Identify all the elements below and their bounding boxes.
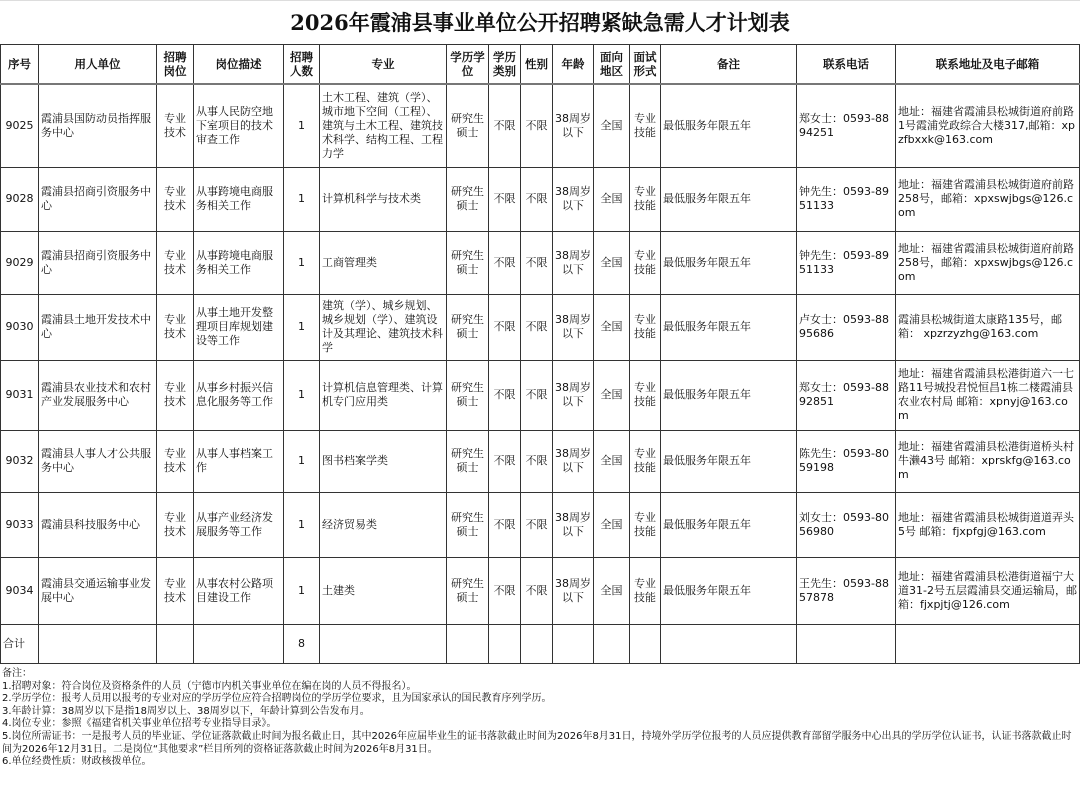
cell-degree-type: 不限: [489, 430, 521, 492]
cell-gender: 不限: [521, 167, 553, 231]
cell-degree: 研究生硕士: [447, 360, 489, 430]
cell-id: 9025: [1, 84, 39, 167]
note-item: 1.招聘对象：符合岗位及资格条件的人员（宁德市内机关事业单位在编在岗的人员不得报名）。: [2, 680, 417, 692]
notes-section: [2, 668, 1078, 769]
cell-position: 专业技术: [157, 492, 194, 557]
cell-count: 1: [284, 231, 320, 294]
cell-address: 地址：福建省霞浦县松港街道桥头村牛濑43号 邮箱：xprskfg@163.com: [896, 430, 1080, 492]
cell-position: 专业技术: [157, 231, 194, 294]
cell-id: 9033: [1, 492, 39, 557]
cell-degree-type: 不限: [489, 84, 521, 167]
table-row: [1, 557, 1080, 624]
cell-count: 1: [284, 84, 320, 167]
cell-gender: 不限: [521, 492, 553, 557]
cell-phone: 钟先生：0593-8951133: [797, 231, 896, 294]
table-row: [1, 231, 1080, 294]
cell-position: 专业技术: [157, 167, 194, 231]
cell-region: 全国: [594, 492, 630, 557]
cell-degree-type: 不限: [489, 557, 521, 624]
cell-count: 1: [284, 557, 320, 624]
cell-unit: 霞浦县人事人才公共服务中心: [39, 430, 157, 492]
cell-interview: 专业技能: [630, 430, 661, 492]
cell-phone: 卢女士：0593-8895686: [797, 294, 896, 360]
header-cell-interview: 面试形式: [630, 45, 661, 85]
cell-phone: 郑女士：0593-8894251: [797, 84, 896, 167]
cell-unit: 霞浦县招商引资服务中心: [39, 231, 157, 294]
empty-cell: [521, 624, 553, 663]
cell-description: 从事产业经济发展服务等工作: [194, 492, 284, 557]
note-item: 2.学历学位：报考人员用以报考的专业对应的学历学位应符合招聘岗位的学历学位要求，且为国家承认的国民教育序列学历。: [2, 693, 552, 705]
cell-position: 专业技术: [157, 430, 194, 492]
empty-cell: [661, 624, 797, 663]
cell-id: 9030: [1, 294, 39, 360]
cell-gender: 不限: [521, 231, 553, 294]
table-row: [1, 294, 1080, 360]
cell-age: 38周岁以下: [553, 557, 594, 624]
cell-address: 地址：福建省霞浦县松城街道府前路258号，邮箱：xpxswjbgs@126.com: [896, 167, 1080, 231]
cell-address: 霞浦县松城街道太康路135号，邮箱： xpzrzyzhg@163.com: [896, 294, 1080, 360]
cell-major: 工商管理类: [320, 231, 447, 294]
cell-degree: 研究生硕士: [447, 430, 489, 492]
cell-phone: 钟先生：0593-8951133: [797, 167, 896, 231]
cell-count: 1: [284, 167, 320, 231]
cell-id: 9034: [1, 557, 39, 624]
cell-address: 地址：福建省霞浦县松港街道福宁大道31-2号五层霞浦县交通运输局，邮箱：fjxpjtj@126.com: [896, 557, 1080, 624]
notes-heading: 备注：: [2, 668, 32, 679]
cell-remark: 最低服务年限五年: [661, 231, 797, 294]
header-cell-gender: 性别: [521, 45, 553, 85]
cell-age: 38周岁以下: [553, 294, 594, 360]
table-row: [1, 492, 1080, 557]
cell-unit: 霞浦县农业技术和农村产业发展服务中心: [39, 360, 157, 430]
header-cell-phone: 联系电话: [797, 45, 896, 85]
total-row: [1, 624, 1080, 663]
table-row: [1, 84, 1080, 167]
cell-major: 经济贸易类: [320, 492, 447, 557]
cell-age: 38周岁以下: [553, 231, 594, 294]
header-cell-remark: 备注: [661, 45, 797, 85]
cell-gender: 不限: [521, 84, 553, 167]
empty-cell: [194, 624, 284, 663]
cell-gender: 不限: [521, 557, 553, 624]
cell-age: 38周岁以下: [553, 167, 594, 231]
cell-major: 土木工程、建筑（学）、城市地下空间（工程）、建筑与土木工程、建筑技术科学、结构工程、工程力学: [320, 84, 447, 167]
cell-degree-type: 不限: [489, 167, 521, 231]
cell-description: 从事农村公路项目建设工作: [194, 557, 284, 624]
cell-id: 9029: [1, 231, 39, 294]
cell-degree-type: 不限: [489, 492, 521, 557]
cell-interview: 专业技能: [630, 557, 661, 624]
cell-unit: 霞浦县土地开发技术中心: [39, 294, 157, 360]
cell-phone: 郑女士：0593-8892851: [797, 360, 896, 430]
cell-description: 从事乡村振兴信息化服务等工作: [194, 360, 284, 430]
cell-region: 全国: [594, 294, 630, 360]
cell-count: 1: [284, 430, 320, 492]
cell-major: 计算机科学与技术类: [320, 167, 447, 231]
cell-remark: 最低服务年限五年: [661, 294, 797, 360]
cell-major: 建筑（学）、城乡规划、城乡规划（学）、建筑设计及其理论、建筑技术科学: [320, 294, 447, 360]
page-title: 2026年霞浦县事业单位公开招聘紧缺急需人才计划表: [0, 0, 1080, 45]
cell-age: 38周岁以下: [553, 360, 594, 430]
cell-region: 全国: [594, 430, 630, 492]
cell-region: 全国: [594, 84, 630, 167]
cell-degree: 研究生硕士: [447, 557, 489, 624]
cell-region: 全国: [594, 231, 630, 294]
cell-degree: 研究生硕士: [447, 294, 489, 360]
cell-major: 图书档案学类: [320, 430, 447, 492]
header-cell-id: 序号: [1, 45, 39, 85]
header-cell-address: 联系地址及电子邮箱: [896, 45, 1080, 85]
cell-degree: 研究生硕士: [447, 492, 489, 557]
cell-gender: 不限: [521, 294, 553, 360]
cell-address: 地址：福建省霞浦县松城街道道弄头5号 邮箱：fjxpfgj@163.com: [896, 492, 1080, 557]
empty-cell: [797, 624, 896, 663]
cell-degree-type: 不限: [489, 294, 521, 360]
cell-degree: 研究生硕士: [447, 231, 489, 294]
cell-gender: 不限: [521, 430, 553, 492]
header-cell-position: 招聘岗位: [157, 45, 194, 85]
cell-count: 1: [284, 360, 320, 430]
cell-degree-type: 不限: [489, 360, 521, 430]
cell-unit: 霞浦县交通运输事业发展中心: [39, 557, 157, 624]
total-label: 合计: [1, 624, 39, 663]
cell-remark: 最低服务年限五年: [661, 557, 797, 624]
cell-interview: 专业技能: [630, 231, 661, 294]
cell-remark: 最低服务年限五年: [661, 360, 797, 430]
cell-interview: 专业技能: [630, 492, 661, 557]
header-cell-count: 招聘人数: [284, 45, 320, 85]
cell-remark: 最低服务年限五年: [661, 167, 797, 231]
empty-cell: [594, 624, 630, 663]
cell-degree-type: 不限: [489, 231, 521, 294]
note-item: 6.单位经费性质：财政核拨单位。: [2, 756, 152, 768]
cell-degree: 研究生硕士: [447, 167, 489, 231]
cell-interview: 专业技能: [630, 84, 661, 167]
header-row: [1, 45, 1080, 85]
empty-cell: [447, 624, 489, 663]
cell-age: 38周岁以下: [553, 430, 594, 492]
cell-region: 全国: [594, 167, 630, 231]
table-row: [1, 167, 1080, 231]
cell-region: 全国: [594, 557, 630, 624]
header-cell-age: 年龄: [553, 45, 594, 85]
cell-age: 38周岁以下: [553, 492, 594, 557]
empty-cell: [630, 624, 661, 663]
header-cell-unit: 用人单位: [39, 45, 157, 85]
table-row: [1, 360, 1080, 430]
note-item: 4.岗位专业：参照《福建省机关事业单位招考专业指导目录》。: [2, 718, 277, 730]
cell-description: 从事土地开发整理项目库规划建设等工作: [194, 294, 284, 360]
cell-address: 地址：福建省霞浦县松城街道府前路1号霞浦党政综合大楼317,邮箱：xpzfbxxk@163.com: [896, 84, 1080, 167]
empty-cell: [157, 624, 194, 663]
cell-unit: 霞浦县国防动员指挥服务中心: [39, 84, 157, 167]
cell-position: 专业技术: [157, 294, 194, 360]
cell-interview: 专业技能: [630, 360, 661, 430]
cell-id: 9032: [1, 430, 39, 492]
cell-unit: 霞浦县招商引资服务中心: [39, 167, 157, 231]
cell-description: 从事跨境电商服务相关工作: [194, 167, 284, 231]
cell-major: 计算机信息管理类、计算机专门应用类: [320, 360, 447, 430]
header-cell-description: 岗位描述: [194, 45, 284, 85]
empty-cell: [896, 624, 1080, 663]
cell-address: 地址：福建省霞浦县松港街道六一七路11号城投君悦恒昌1栋二楼霞浦县农业农村局 邮箱：xpnyj@163.com: [896, 360, 1080, 430]
cell-description: 从事人民防空地下室项目的技术审查工作: [194, 84, 284, 167]
header-cell-major: 专业: [320, 45, 447, 85]
cell-degree: 研究生硕士: [447, 84, 489, 167]
cell-unit: 霞浦县科技服务中心: [39, 492, 157, 557]
note-item: 3.年龄计算：38周岁以下是指18周岁以上、38周岁以下，年龄计算到公告发布月。: [2, 705, 370, 717]
recruitment-table: [0, 44, 1080, 664]
cell-position: 专业技术: [157, 557, 194, 624]
cell-description: 从事跨境电商服务相关工作: [194, 231, 284, 294]
cell-remark: 最低服务年限五年: [661, 84, 797, 167]
cell-interview: 专业技能: [630, 294, 661, 360]
cell-remark: 最低服务年限五年: [661, 430, 797, 492]
cell-id: 9031: [1, 360, 39, 430]
cell-position: 专业技术: [157, 360, 194, 430]
cell-region: 全国: [594, 360, 630, 430]
cell-gender: 不限: [521, 360, 553, 430]
cell-major: 土建类: [320, 557, 447, 624]
cell-phone: 陈先生：0593-8059198: [797, 430, 896, 492]
note-item: 5.岗位所需证书：一是报考人员的毕业证、学位证落款截止时间为报名截止日，其中2026年应届毕业生的证书落款截止时间为2026年8月31日，持境外学历学位报考的人员应提供教育部留学服务中心出具的学历学位认证书，认证书落款截止时间为2026年12月31日。二是岗位“其他要求”栏目所列的资格证落款截止时间为2026年8月31日。: [2, 730, 1072, 755]
header-cell-degree: 学历学位: [447, 45, 489, 85]
empty-cell: [39, 624, 157, 663]
cell-id: 9028: [1, 167, 39, 231]
cell-position: 专业技术: [157, 84, 194, 167]
cell-phone: 刘女士：0593-8056980: [797, 492, 896, 557]
cell-address: 地址：福建省霞浦县松城街道府前路258号，邮箱：xpxswjbgs@126.com: [896, 231, 1080, 294]
cell-count: 1: [284, 294, 320, 360]
cell-phone: 王先生：0593-8857878: [797, 557, 896, 624]
cell-remark: 最低服务年限五年: [661, 492, 797, 557]
cell-count: 1: [284, 492, 320, 557]
empty-cell: [489, 624, 521, 663]
empty-cell: [320, 624, 447, 663]
empty-cell: [553, 624, 594, 663]
total-count: 8: [284, 624, 320, 663]
cell-interview: 专业技能: [630, 167, 661, 231]
header-cell-region: 面向地区: [594, 45, 630, 85]
cell-age: 38周岁以下: [553, 84, 594, 167]
table-row: [1, 430, 1080, 492]
cell-description: 从事人事档案工作: [194, 430, 284, 492]
header-cell-degree-type: 学历类别: [489, 45, 521, 85]
